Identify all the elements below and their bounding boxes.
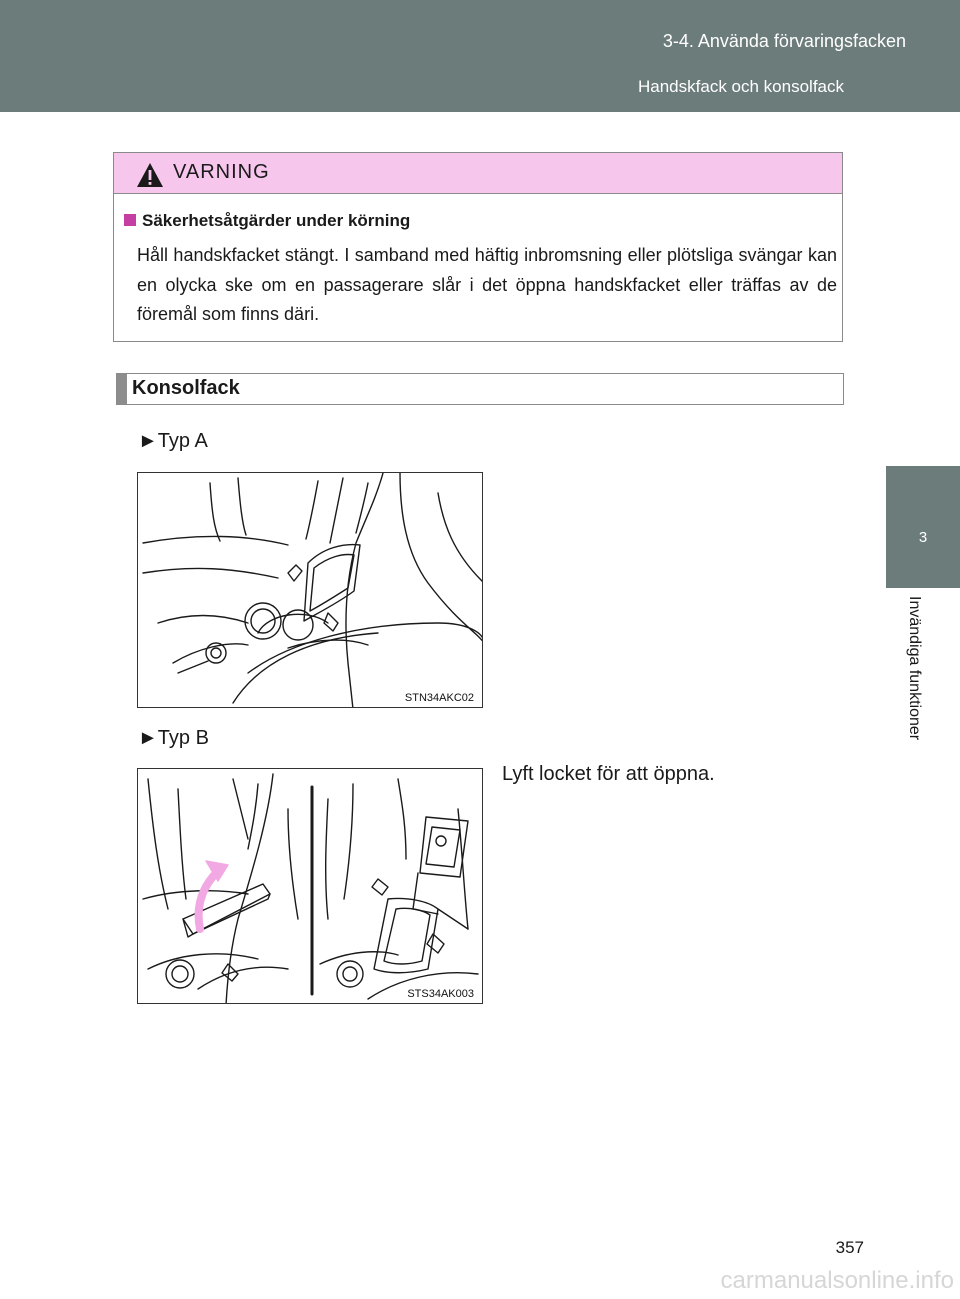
figure-caption: Lyft locket för att öppna. xyxy=(502,763,715,785)
figure-type-b xyxy=(137,768,483,1004)
watermark: carmanualsonline.info xyxy=(720,1267,954,1294)
section-heading-bar xyxy=(117,374,127,404)
chapter-title: 3-4. Använda förvaringsfacken xyxy=(662,31,906,51)
page-number: 357 xyxy=(835,1238,864,1257)
figure-type-a xyxy=(137,472,483,708)
figure-code-b: STS34AK003 xyxy=(407,988,474,1000)
chapter-side-label-text: Invändiga funktioner xyxy=(906,596,923,741)
chapter-number: 3 xyxy=(918,529,928,546)
chapter-side-label xyxy=(905,596,925,786)
warning-header xyxy=(114,153,842,194)
console-type-b-illustration xyxy=(138,769,483,1004)
warning-subheading xyxy=(124,211,410,231)
page-header xyxy=(0,0,960,112)
section-heading-text: Konsolfack xyxy=(132,377,240,399)
console-type-a-illustration xyxy=(138,473,483,708)
section-title: Handskfack och konsolfack xyxy=(638,77,844,96)
warning-text: Håll handskfacket stängt. I samband med häftig inbromsning eller plötsliga svängar kan en olycka ske om en passagerare slår i det öppna handskfacket eller träffas av de föremål som finns däri. xyxy=(137,245,837,324)
warning-title: VARNING xyxy=(173,161,270,183)
variant-a-label: ►Typ A xyxy=(138,430,208,452)
warning-triangle-icon xyxy=(135,161,165,189)
warning-box xyxy=(113,152,843,342)
warning-subheading-text: Säkerhetsåtgärder under körning xyxy=(142,211,411,230)
chapter-tab xyxy=(886,466,960,588)
variant-b-label: ►Typ B xyxy=(138,727,209,749)
section-heading xyxy=(116,373,844,405)
square-bullet-icon xyxy=(124,214,136,226)
figure-code-a: STN34AKC02 xyxy=(404,692,474,704)
